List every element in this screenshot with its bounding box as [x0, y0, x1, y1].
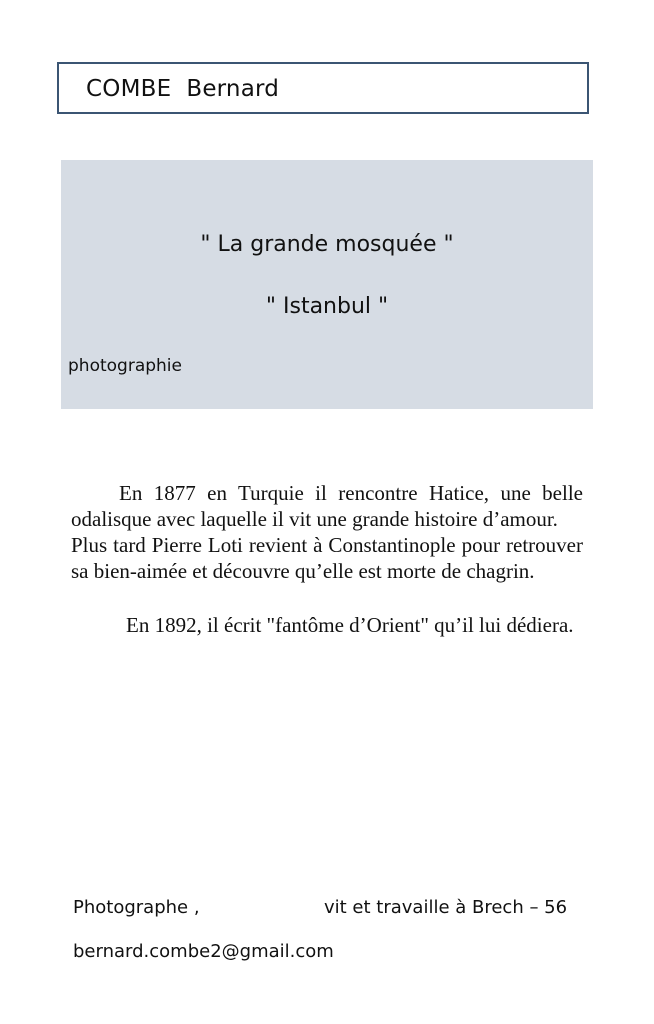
artist-location: vit et travaille à Brech – 56 — [324, 897, 568, 918]
description-paragraph: En 1877 en Turquie il rencontre Hatice, une belle odalisque avec laquelle il vit une grande histoire d’amour. — [71, 481, 583, 531]
artwork-description — [71, 480, 583, 638]
artwork-place: " Istanbul " — [265, 294, 389, 319]
artwork-title-panel — [61, 160, 593, 409]
artwork-medium: photographie — [68, 356, 182, 376]
artist-email: bernard.combe2@gmail.com — [73, 941, 334, 962]
description-paragraph: En 1892, il écrit "fantôme d’Orient" qu’il lui dédiera. — [126, 613, 574, 637]
artist-name: COMBE Bernard — [86, 76, 280, 102]
artwork-title: " La grande mosquée " — [200, 232, 454, 257]
artist-name-box — [57, 62, 589, 114]
description-paragraph: Plus tard Pierre Loti revient à Constantinople pour retrouver sa bien-aimée et découvre qu’elle est morte de chagrin. — [71, 533, 583, 583]
artist-role: Photographe , — [73, 897, 200, 918]
